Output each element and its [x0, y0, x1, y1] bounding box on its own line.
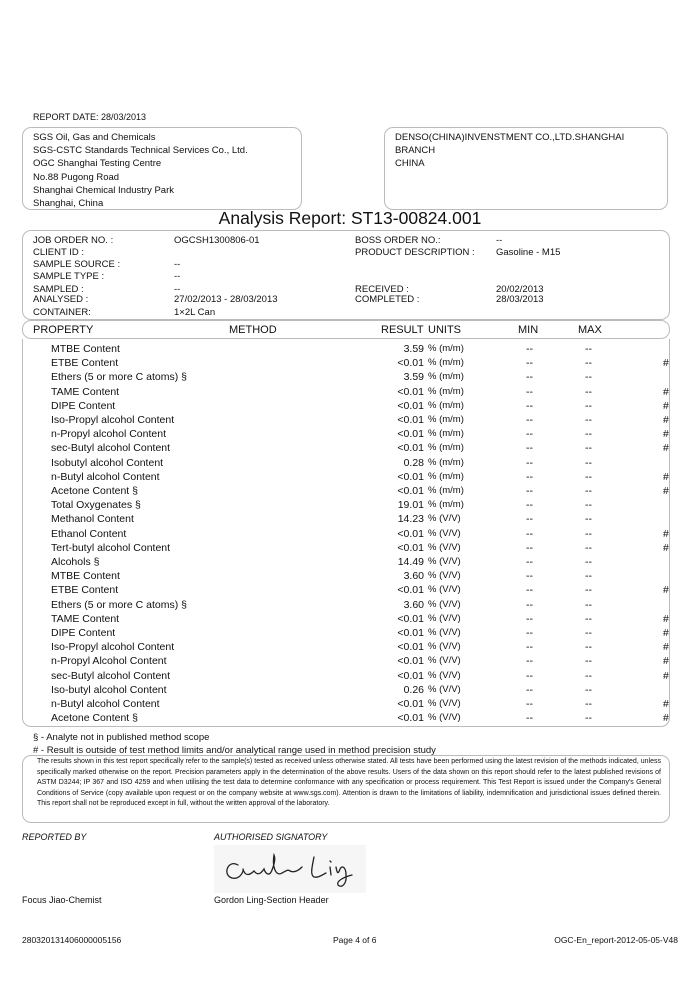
flag-marker: #	[663, 485, 669, 497]
min-value: --	[526, 598, 533, 611]
unit-value: % (m/m)	[428, 357, 464, 369]
unit-value: % (V/V)	[428, 641, 461, 653]
result-value: 0.26	[403, 683, 424, 696]
max-value: --	[585, 541, 592, 554]
property-name: TAME Content	[51, 612, 120, 625]
max-value: --	[585, 669, 592, 682]
result-value: <0.01	[397, 655, 424, 668]
flag-marker: #	[663, 669, 669, 682]
table-row	[0, 470, 700, 484]
min-value: --	[526, 556, 533, 568]
property-name: Total Oxygenates §	[51, 499, 141, 512]
property-name: sec-Butyl alcohol Content	[51, 669, 171, 682]
property-name: Iso-Propyl alcohol Content	[51, 641, 175, 654]
customer-line: CHINA	[395, 158, 425, 170]
max-value: --	[585, 399, 592, 412]
min-value: --	[526, 428, 533, 441]
sample-source-label: SAMPLE SOURCE :	[33, 259, 121, 270]
table-row	[0, 683, 700, 697]
header-property: PROPERTY	[33, 324, 94, 336]
sender-line: OGC Shanghai Testing Centre	[33, 158, 162, 170]
result-value: <0.01	[397, 385, 424, 398]
unit-value: % (m/m)	[428, 485, 464, 496]
min-value: --	[526, 712, 533, 725]
property-name: n-Butyl alcohol Content	[51, 470, 160, 483]
min-value: --	[526, 584, 533, 597]
unit-value: % (m/m)	[428, 456, 464, 468]
unit-value: % (m/m)	[428, 399, 464, 411]
min-value: --	[526, 541, 533, 554]
boss-order-value: --	[496, 235, 503, 246]
max-value: --	[585, 683, 592, 696]
result-value: <0.01	[397, 399, 424, 412]
result-value: <0.01	[397, 527, 424, 540]
property-name: DIPE Content	[51, 627, 116, 639]
header-max: MAX	[578, 324, 602, 336]
sampled-label: SAMPLED :	[33, 284, 84, 295]
result-value: <0.01	[397, 641, 424, 654]
table-row	[0, 612, 700, 626]
property-name: Ethanol Content	[51, 527, 127, 540]
report-date: REPORT DATE: 28/03/2013	[33, 112, 147, 122]
table-row	[0, 342, 700, 356]
unit-value: % (m/m)	[428, 371, 464, 383]
property-name: Ethers (5 or more C atoms) §	[51, 371, 187, 384]
sender-line: Shanghai Chemical Industry Park	[33, 184, 174, 196]
max-value: --	[585, 712, 592, 725]
signatory-name: Gordon Ling-Section Header	[214, 895, 329, 905]
property-name: Tert-butyl alcohol Content	[51, 541, 171, 554]
flag-marker: #	[663, 627, 669, 639]
unit-value: % (V/V)	[428, 669, 461, 681]
min-value: --	[526, 655, 533, 668]
min-value: --	[526, 385, 533, 398]
result-value: 14.49	[397, 556, 424, 568]
result-value: <0.01	[397, 698, 424, 710]
property-name: n-Butyl alcohol Content	[51, 698, 160, 710]
reported-by-label: REPORTED BY	[22, 832, 87, 842]
result-value: 14.23	[397, 513, 424, 526]
flag-marker: #	[663, 527, 669, 540]
table-row	[0, 484, 700, 498]
property-name: Acetone Content §	[51, 485, 138, 497]
table-row	[0, 598, 700, 612]
page-number: Page 4 of 6	[333, 935, 377, 945]
flag-marker: #	[663, 541, 669, 554]
unit-value: % (m/m)	[428, 470, 464, 482]
unit-value: % (V/V)	[428, 655, 461, 667]
result-value: <0.01	[397, 357, 424, 370]
sender-line: No.88 Pugong Road	[33, 171, 120, 183]
max-value: --	[585, 499, 592, 512]
sender-line: Shanghai, China	[33, 198, 104, 210]
table-row	[0, 711, 700, 725]
property-name: TAME Content	[51, 385, 120, 398]
property-name: MTBE Content	[51, 570, 120, 583]
table-row	[0, 427, 700, 441]
result-value: <0.01	[397, 442, 424, 455]
flag-marker: #	[663, 712, 669, 725]
max-value: --	[585, 485, 592, 497]
table-row	[0, 512, 700, 526]
unit-value: % (V/V)	[428, 698, 461, 709]
table-row	[0, 697, 700, 711]
table-row	[0, 555, 700, 569]
unit-value: % (V/V)	[428, 541, 461, 553]
min-value: --	[526, 414, 533, 426]
job-order-label: JOB ORDER NO. :	[33, 235, 114, 246]
table-row	[0, 583, 700, 597]
header-result: RESULT	[381, 324, 424, 336]
table-row	[0, 385, 700, 399]
table-row	[0, 456, 700, 470]
unit-value: % (m/m)	[428, 414, 464, 425]
property-name: Ethers (5 or more C atoms) §	[51, 598, 187, 611]
max-value: --	[585, 456, 592, 469]
reporter-name: Focus Jiao-Chemist	[22, 895, 102, 905]
unit-value: % (m/m)	[428, 442, 464, 454]
analysed-value: 27/02/2013 - 28/03/2013	[174, 294, 278, 305]
table-row	[0, 370, 700, 384]
min-value: --	[526, 698, 533, 710]
max-value: --	[585, 470, 592, 483]
client-id-label: CLIENT ID :	[33, 247, 85, 258]
customer-line: DENSO(CHINA)INVENSTMENT CO.,LTD.SHANGHAI	[395, 132, 625, 143]
unit-value: % (V/V)	[428, 527, 461, 539]
max-value: --	[585, 513, 592, 526]
max-value: --	[585, 442, 592, 455]
max-value: --	[585, 570, 592, 583]
table-row	[0, 441, 700, 455]
product-description-label: PRODUCT DESCRIPTION :	[355, 247, 475, 258]
result-value: <0.01	[397, 584, 424, 597]
table-row	[0, 399, 700, 413]
max-value: --	[585, 385, 592, 398]
min-value: --	[526, 399, 533, 412]
max-value: --	[585, 584, 592, 597]
job-order-value: OGCSH1300806-01	[174, 235, 260, 246]
min-value: --	[526, 485, 533, 497]
min-value: --	[526, 499, 533, 512]
property-name: DIPE Content	[51, 399, 116, 412]
report-title: Analysis Report: ST13-00824.001	[218, 208, 482, 228]
table-row	[0, 413, 700, 427]
unit-value: % (V/V)	[428, 627, 461, 638]
header-min: MIN	[518, 324, 539, 336]
unit-value: % (V/V)	[428, 712, 461, 724]
flag-marker: #	[663, 612, 669, 625]
flag-marker: #	[663, 357, 669, 370]
result-value: <0.01	[397, 541, 424, 554]
note-scope: § - Analyte not in published method scope	[33, 732, 210, 743]
job-info-box	[22, 230, 670, 320]
result-value: <0.01	[397, 414, 424, 426]
property-name: Acetone Content §	[51, 712, 138, 725]
result-value: <0.01	[397, 485, 424, 497]
max-value: --	[585, 428, 592, 441]
min-value: --	[526, 343, 533, 355]
property-name: sec-Butyl alcohol Content	[51, 442, 171, 455]
header-units: UNITS	[428, 324, 461, 336]
max-value: --	[585, 598, 592, 611]
min-value: --	[526, 513, 533, 526]
flag-marker: #	[663, 584, 669, 597]
max-value: --	[585, 641, 592, 654]
max-value: --	[585, 371, 592, 384]
form-reference: OGC-En_report-2012-05-05-V48	[554, 935, 678, 945]
boss-order-label: BOSS ORDER NO.:	[355, 235, 441, 246]
authorised-signatory-label: AUTHORISED SIGNATORY	[214, 832, 328, 842]
document-number: 280320131406000005156	[22, 935, 122, 945]
flag-marker: #	[663, 641, 669, 654]
unit-value: % (V/V)	[428, 513, 461, 525]
unit-value: % (V/V)	[428, 598, 461, 610]
result-value: <0.01	[397, 612, 424, 625]
flag-marker: #	[663, 414, 669, 426]
unit-value: % (V/V)	[428, 612, 461, 624]
product-description-value: Gasoline - M15	[496, 247, 561, 258]
sender-address	[33, 131, 248, 210]
min-value: --	[526, 357, 533, 370]
unit-value: % (m/m)	[428, 499, 464, 511]
table-row	[0, 654, 700, 668]
property-name: n-Propyl alcohol Content	[51, 428, 166, 441]
max-value: --	[585, 556, 592, 568]
min-value: --	[526, 669, 533, 682]
flag-marker: #	[663, 655, 669, 668]
min-value: --	[526, 470, 533, 483]
result-value: <0.01	[397, 428, 424, 441]
table-row	[0, 541, 700, 555]
disclaimer-text: The results shown in this test report specifically refer to the sample(s) tested as received unless otherwise stated. All tests have been performed using the latest revision of the methods indicated, unless specifically marked otherwise on the report. Precision parameters apply in the determination of the above results. Users of the data shown on this report should refer to the latest published revisions of ASTM D3244; IP 367 and ISO 4259 and when utilising the test data to determine conformance with any specification or process requirement. This Test Report is issued under the Company's General Conditions of Service (copy available upon request or on the company website at www.sgs.com). Attention is drawn to the limitations of liability, indemnification and jurisdictional issues defined therein. This report shall not be reproduced except in full, without the written approval of the laboratory.	[37, 758, 661, 807]
property-name: Alcohols §	[51, 556, 100, 568]
table-row	[0, 498, 700, 512]
sender-line: SGS-CSTC Standards Technical Services Co., Ltd.	[33, 145, 248, 157]
table-row	[0, 669, 700, 683]
flag-marker: #	[663, 428, 669, 441]
unit-value: % (m/m)	[428, 385, 464, 397]
unit-value: % (V/V)	[428, 584, 461, 596]
flag-marker: #	[663, 399, 669, 412]
table-row	[0, 626, 700, 640]
sample-source-value: --	[174, 259, 181, 270]
property-name: Iso-butyl alcohol Content	[51, 683, 167, 696]
flag-marker: #	[663, 470, 669, 483]
max-value: --	[585, 414, 592, 426]
flag-marker: #	[663, 442, 669, 455]
sender-line: SGS Oil, Gas and Chemicals	[33, 132, 156, 143]
analysed-label: ANALYSED :	[33, 294, 89, 305]
completed-value: 28/03/2013	[496, 294, 544, 305]
sample-type-value: --	[174, 271, 181, 282]
max-value: --	[585, 343, 592, 355]
result-value: <0.01	[397, 669, 424, 682]
signature-image	[214, 845, 366, 893]
max-value: --	[585, 612, 592, 625]
unit-value: % (m/m)	[428, 428, 464, 440]
result-value: <0.01	[397, 470, 424, 483]
property-name: n-Propyl Alcohol Content	[51, 655, 167, 668]
note-range: # - Result is outside of test method limits and/or analytical range used in method precision study	[33, 745, 436, 756]
unit-value: % (V/V)	[428, 556, 461, 567]
min-value: --	[526, 683, 533, 696]
result-value: 3.59	[403, 371, 424, 384]
max-value: --	[585, 527, 592, 540]
property-name: Methanol Content	[51, 513, 134, 526]
received-value: 20/02/2013	[496, 284, 544, 295]
sample-type-label: SAMPLE TYPE :	[33, 271, 105, 282]
result-value: <0.01	[397, 627, 424, 639]
result-value: 3.59	[403, 343, 424, 355]
property-name: ETBE Content	[51, 357, 119, 370]
customer-line: BRANCH	[395, 145, 436, 157]
received-label: RECEIVED :	[355, 284, 409, 295]
completed-label: COMPLETED :	[355, 294, 420, 305]
result-value: 19.01	[397, 499, 424, 512]
container-value: 1×2L Can	[174, 307, 216, 318]
max-value: --	[585, 627, 592, 639]
flag-marker: #	[663, 385, 669, 398]
result-value: 0.28	[403, 456, 424, 469]
min-value: --	[526, 570, 533, 583]
property-name: ETBE Content	[51, 584, 119, 597]
table-header-box	[22, 320, 670, 339]
result-value: 3.60	[403, 570, 424, 583]
min-value: --	[526, 456, 533, 469]
flag-marker: #	[663, 698, 669, 710]
table-row	[0, 527, 700, 541]
min-value: --	[526, 641, 533, 654]
unit-value: % (V/V)	[428, 683, 461, 695]
customer-address	[395, 131, 624, 171]
table-row	[0, 569, 700, 583]
signature-icon	[214, 845, 366, 893]
unit-value: % (m/m)	[428, 343, 464, 354]
property-name: Isobutyl alcohol Content	[51, 456, 164, 469]
unit-value: % (V/V)	[428, 570, 461, 582]
max-value: --	[585, 698, 592, 710]
min-value: --	[526, 442, 533, 455]
min-value: --	[526, 527, 533, 540]
max-value: --	[585, 655, 592, 668]
sampled-value: --	[174, 284, 181, 295]
result-value: 3.60	[403, 598, 424, 611]
result-value: <0.01	[397, 712, 424, 725]
min-value: --	[526, 371, 533, 384]
max-value: --	[585, 357, 592, 370]
table-row	[0, 356, 700, 370]
container-label: CONTAINER:	[33, 307, 91, 318]
header-method: METHOD	[229, 324, 277, 336]
min-value: --	[526, 612, 533, 625]
min-value: --	[526, 627, 533, 639]
property-name: MTBE Content	[51, 343, 120, 355]
property-name: Iso-Propyl alcohol Content	[51, 414, 175, 426]
table-row	[0, 640, 700, 654]
notes	[33, 731, 436, 757]
